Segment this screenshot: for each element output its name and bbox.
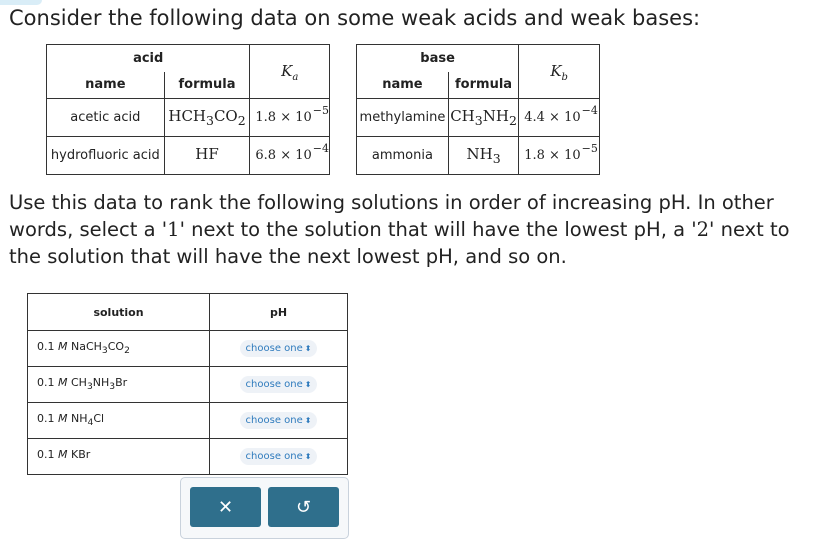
acid-formula: $HCH_3CO_2$ <box>164 99 250 137</box>
ka-value: $6.8 \times 10^{-4}$ <box>250 137 330 175</box>
clear-button[interactable] <box>190 487 261 527</box>
base-formula: $NH_3$ <box>448 137 518 175</box>
ph-rank-select[interactable]: choose one ⬍ <box>240 448 318 465</box>
base-name: ammonia <box>357 137 449 175</box>
base-group-header: base <box>357 45 519 72</box>
base-formula-header: formula <box>448 72 518 99</box>
table-row <box>28 439 348 475</box>
acid-name: acetic acid <box>47 99 165 137</box>
acid-group-header: acid <box>47 45 250 72</box>
table-row <box>28 367 348 403</box>
answer-actions <box>180 477 349 539</box>
ka-value: $1.8 \times 10^{-5}$ <box>250 99 330 137</box>
acid-name: hydrofluoric acid <box>47 137 165 175</box>
base-data-table <box>356 44 600 175</box>
chevron-updown-icon: ⬍ <box>304 380 312 389</box>
ph-header: pH <box>210 294 348 331</box>
kb-header: $K_b$ <box>519 45 600 99</box>
instructions-text: Use this data to rank the following solutions in order of increasing pH. In other words, select a '1' next to the solution that will have the lowest pH, a '2' next to the solution that will have the next lowest pH, and so on. <box>9 191 790 268</box>
ph-rank-select[interactable]: choose one ⬍ <box>240 376 318 393</box>
acid-formula: HF <box>164 137 250 175</box>
chevron-updown-icon: ⬍ <box>304 452 312 461</box>
kb-value: $4.4 \times 10^{-4}$ <box>519 99 600 137</box>
x-icon: ✕ <box>217 496 234 518</box>
solution-name: 0.1 M $CH_3NH_3Br$ <box>28 367 210 403</box>
acid-data-table <box>46 44 330 175</box>
base-formula: $CH_3NH_2$ <box>448 99 518 137</box>
table-row <box>28 331 348 367</box>
question-prompt: Consider the following data on some weak acids and weak bases: <box>9 6 701 30</box>
table-row <box>28 403 348 439</box>
base-name-header: name <box>357 72 449 99</box>
acid-formula-header: formula <box>164 72 250 99</box>
chevron-updown-icon: ⬍ <box>304 416 312 425</box>
table-row <box>357 137 600 175</box>
solution-name: 0.1 M $NaCH_3CO_2$ <box>28 331 210 367</box>
ph-rank-select[interactable]: choose one ⬍ <box>240 340 318 357</box>
solution-header: solution <box>28 294 210 331</box>
base-name: methylamine <box>357 99 449 137</box>
reset-button[interactable] <box>268 487 339 527</box>
solution-name: 0.1 M KBr <box>28 439 210 475</box>
ranking-table <box>27 293 348 475</box>
table-row <box>357 99 600 137</box>
kb-value: $1.8 \times 10^{-5}$ <box>519 137 600 175</box>
ph-rank-select[interactable]: choose one ⬍ <box>240 412 318 429</box>
solution-name: 0.1 M $NH_4Cl$ <box>28 403 210 439</box>
chevron-updown-icon: ⬍ <box>304 344 312 353</box>
ka-header: $K_a$ <box>250 45 330 99</box>
table-row <box>47 99 330 137</box>
acid-name-header: name <box>47 72 165 99</box>
undo-icon: ↺ <box>295 496 312 518</box>
table-row <box>47 137 330 175</box>
